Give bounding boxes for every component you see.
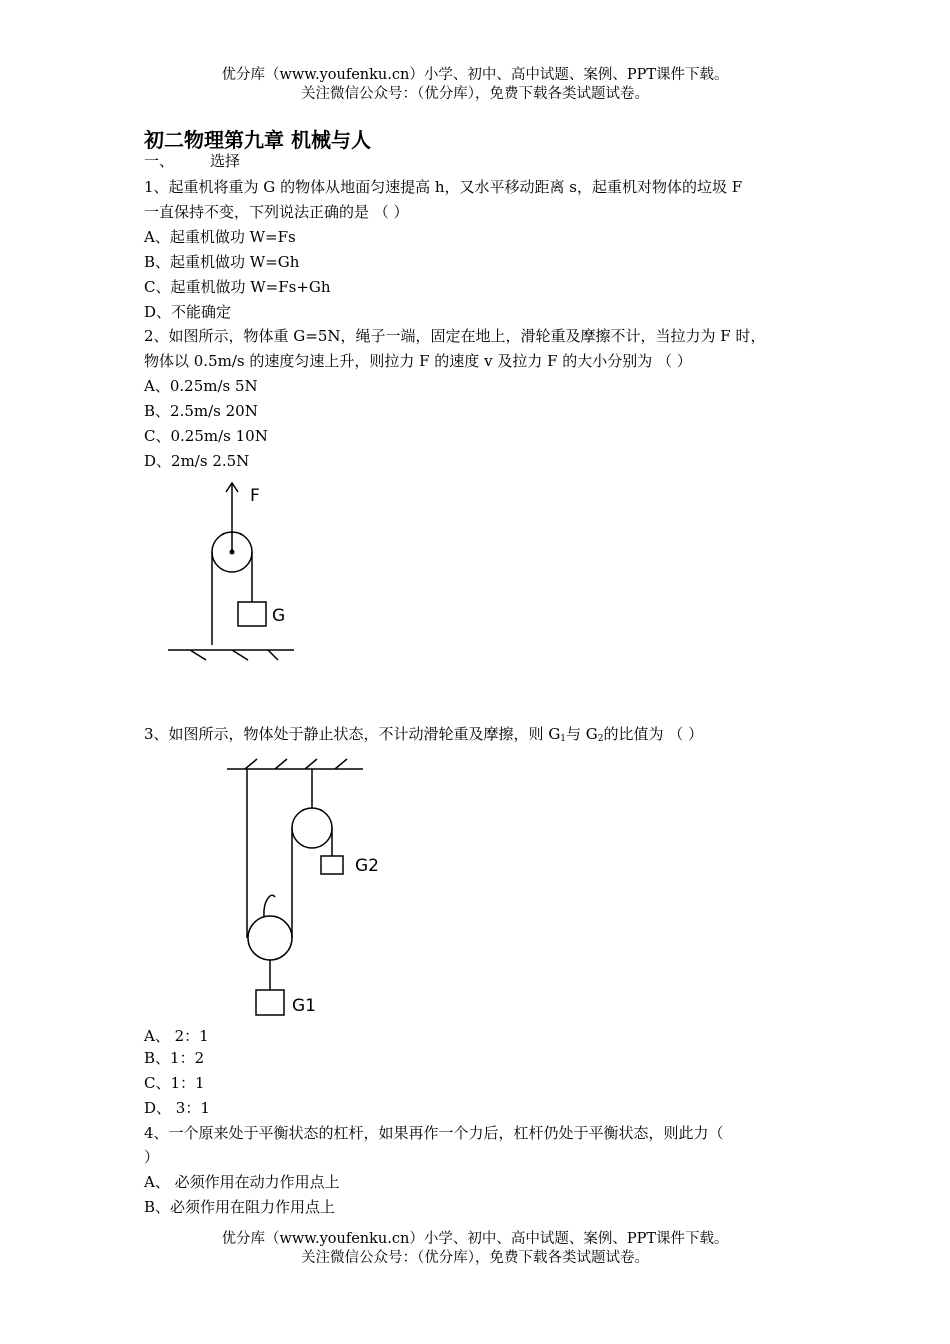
q3-text-b: 与 G	[566, 725, 598, 743]
q3-weight-g1	[256, 990, 284, 1015]
header-line-2: 关注微信公众号：（优分库），免费下载各类试题试卷。	[301, 86, 649, 102]
footer-line-2: 关注微信公众号：（优分库），免费下载各类试题试卷。	[301, 1250, 649, 1266]
q1-option-d: D、不能确定	[144, 303, 232, 321]
q3-option-b: B、1：2	[144, 1049, 205, 1067]
q3-bottom-pulley	[248, 916, 292, 960]
q3-option-c: C、1：1	[144, 1074, 205, 1092]
q2-line-1: 2、如图所示，物体重 G=5N，绳子一端，固定在地上，滑轮重及摩擦不计，当拉力为 F 时，	[144, 327, 766, 345]
q3-ceiling-hatch	[245, 759, 257, 769]
q2-ground-hatch	[190, 650, 206, 660]
q2-ground-hatch	[232, 650, 248, 660]
q2-option-d: D、2m/s 2.5N	[144, 452, 250, 470]
q3-sub-2: 2	[597, 734, 604, 744]
q4-line-2: ）	[144, 1148, 160, 1166]
page-header	[0, 66, 950, 104]
q3-option-d: D、 3：1	[144, 1099, 210, 1117]
q3-text-a: 3、如图所示，物体处于静止状态，不计动滑轮重及摩擦，则 G	[144, 725, 561, 743]
q4-option-a: A、 必须作用在动力作用点上	[144, 1173, 340, 1191]
q3-line-1	[144, 724, 703, 749]
footer-line-1: 优分库（www.youfenku.cn）小学、初中、高中试题、案例、PPT课件下载。	[221, 1231, 729, 1247]
q1-option-b: B、起重机做功 W=Gh	[144, 253, 300, 271]
q1-line-1: 1、起重机将重为 G 的物体从地面匀速提高 h，又水平移动距离 s，起重机对物体的垃圾 F	[144, 178, 743, 196]
q3-ceiling-hatch	[275, 759, 287, 769]
q2-pulley-figure	[160, 475, 310, 665]
q2-option-b: B、2.5m/s 20N	[144, 402, 258, 420]
q2-ground-hatch	[268, 650, 278, 660]
q3-sub-1: 1	[560, 734, 567, 744]
header-line-1: 优分库（www.youfenku.cn）小学、初中、高中试题、案例、PPT课件下载。	[221, 67, 729, 83]
q2-option-c: C、0.25m/s 10N	[144, 427, 268, 445]
section-label: 选择	[210, 152, 241, 170]
q1-line-2: 一直保持不变，下列说法正确的是 （ ）	[144, 203, 409, 221]
q4-option-b: B、必须作用在阻力作用点上	[144, 1198, 336, 1216]
q2-pulley-axle	[230, 550, 235, 555]
q2-weight-box	[238, 602, 266, 626]
q3-ceiling-hatch	[305, 759, 317, 769]
section-heading	[144, 151, 240, 171]
q1-option-a: A、起重机做功 W=Fs	[144, 228, 296, 246]
q3-text-c: 的比值为 （ ）	[603, 725, 704, 743]
q2-weight-label: G	[272, 606, 286, 626]
q2-force-label: F	[250, 486, 260, 506]
q3-label-g2: G2	[355, 856, 379, 876]
q3-weight-g2	[321, 856, 343, 874]
q3-top-pulley	[292, 808, 332, 848]
q4-line-1: 4、一个原来处于平衡状态的杠杆，如果再作一个力后，杠杆仍处于平衡状态，则此力（	[144, 1124, 724, 1142]
q3-option-a: A、 2：1	[144, 1027, 209, 1045]
q3-ceiling-hatch	[335, 759, 347, 769]
page-title: 初二物理第九章 机械与人	[144, 128, 371, 152]
page-footer	[0, 1230, 950, 1268]
q3-pulley-hook	[264, 895, 275, 916]
q2-option-a: A、0.25m/s 5N	[144, 377, 258, 395]
q2-line-2: 物体以 0.5m/s 的速度匀速上升，则拉力 F 的速度 v 及拉力 F 的大小分别为 （ ）	[144, 352, 692, 370]
q3-label-g1: G1	[292, 996, 316, 1016]
section-number: 一、	[144, 152, 175, 170]
q3-pulley-figure	[225, 755, 395, 1025]
q1-option-c: C、起重机做功 W=Fs+Gh	[144, 278, 331, 296]
